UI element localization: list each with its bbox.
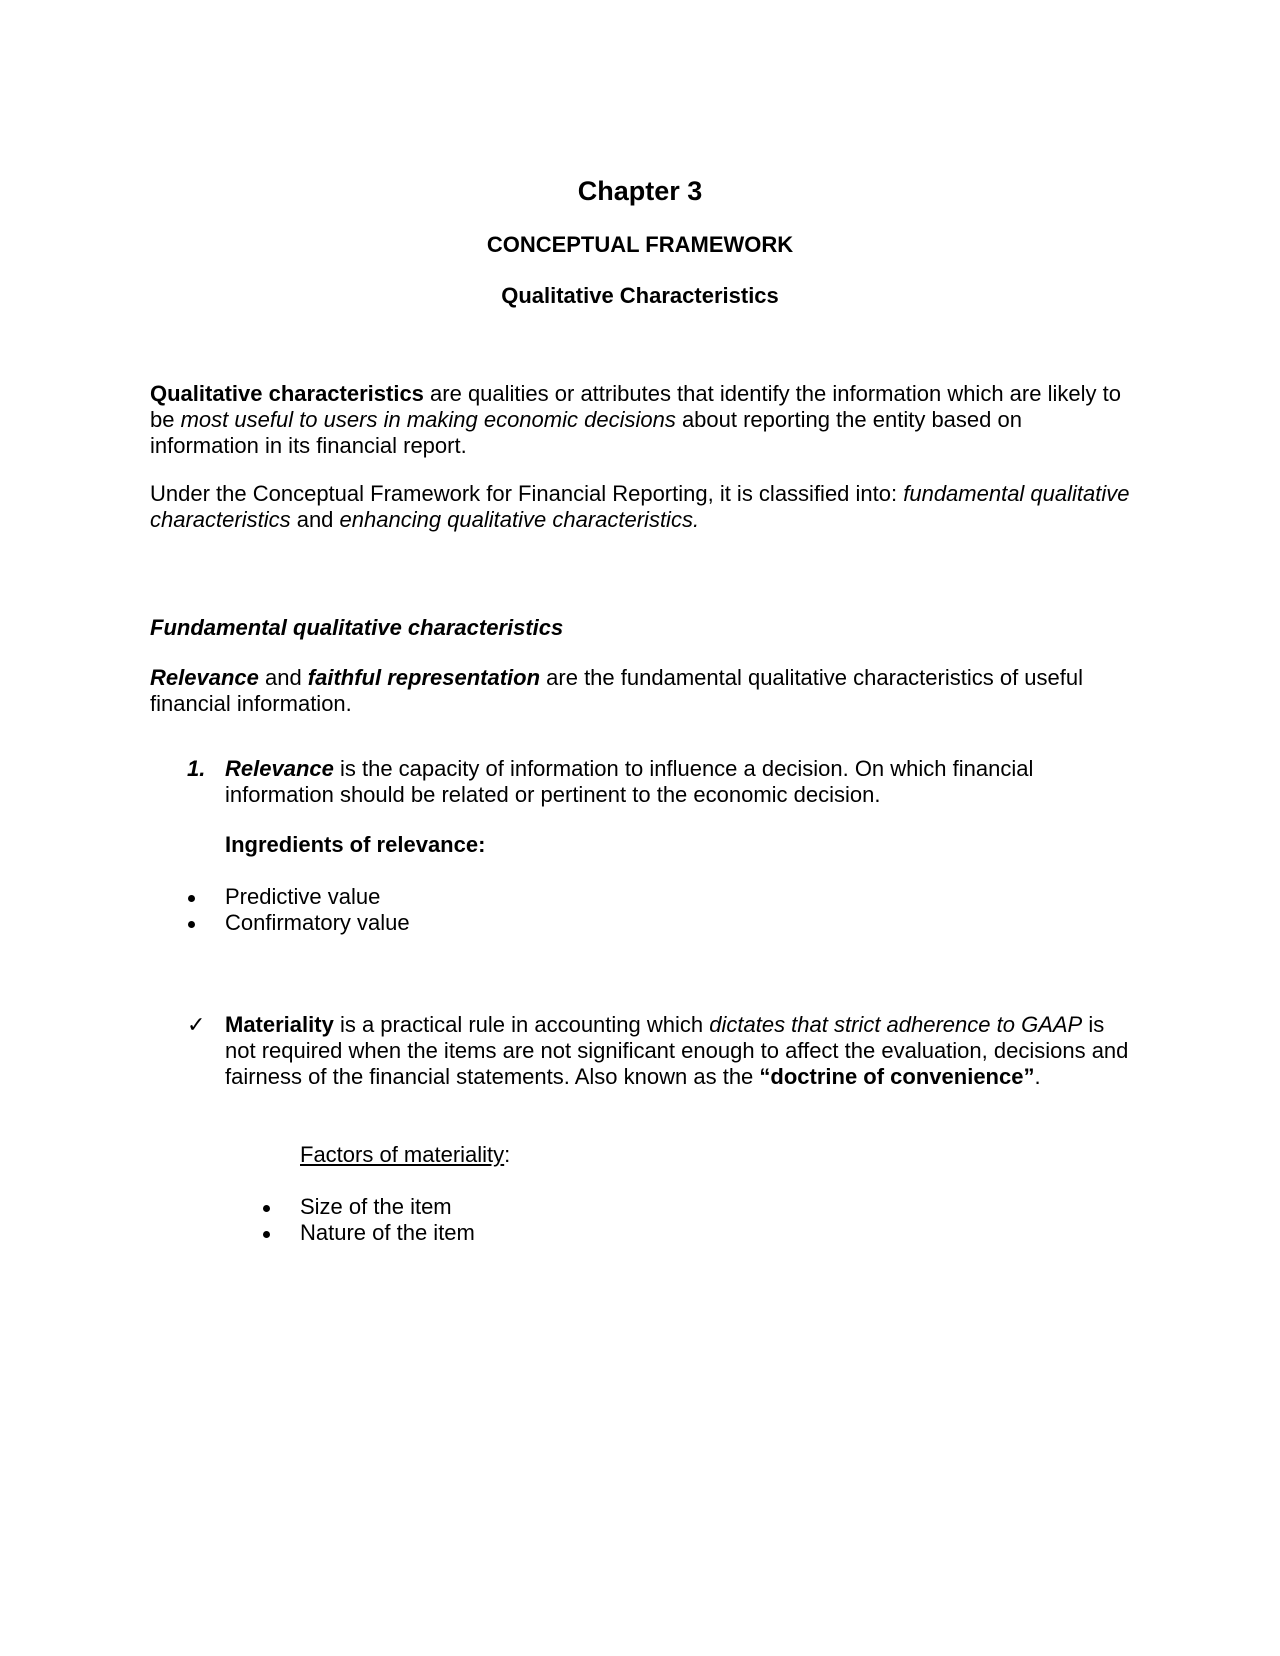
chapter-title: Chapter 3 (577, 176, 703, 206)
intro-emphasis: most useful to users in making economic decisions (180, 407, 676, 432)
fundamental-paragraph (150, 665, 1130, 717)
intro-emphasis: enhancing qualitative characteristics. (339, 507, 700, 532)
list-item: Confirmatory value (225, 910, 410, 935)
intro-text: about reporting the entity based on information in its financial report. (150, 407, 1022, 458)
term-qualitative-characteristics: Qualitative characteristics (150, 381, 424, 406)
materiality-text: is a practical rule in accounting which (333, 1012, 710, 1037)
term-faithful-representation: faithful representation (307, 665, 541, 690)
bullet-icon (263, 1220, 277, 1246)
bullet-icon (263, 1194, 277, 1220)
materiality-text: is not required when the items are not significant enough to affect the evaluation, decisions and fairness of the financial statements. Also known as the (225, 1012, 1129, 1089)
item-number: 1. (187, 756, 206, 781)
list-item: Nature of the item (300, 1220, 475, 1245)
materiality-emphasis: dictates that strict adherence to GAAP (709, 1012, 1083, 1037)
factors-heading (300, 1142, 510, 1168)
intro-paragraph-2 (150, 481, 1130, 533)
bullet-icon (188, 910, 202, 936)
section-heading-fundamental: Fundamental qualitative characteristics (150, 615, 564, 640)
fundamental-text: and (258, 665, 308, 690)
intro-text: and (290, 507, 340, 532)
doctrine-of-convenience: “doctrine of convenience” (759, 1064, 1035, 1089)
relevance-text: is the capacity of information to influence a decision. On which financial information should be related or pertinent to the economic decision. (225, 756, 1034, 807)
factors-heading-text: Factors of materiality (300, 1142, 505, 1167)
list-item: Predictive value (225, 884, 381, 909)
fundamental-text: are the fundamental qualitative characteristics of useful financial information. (150, 665, 1084, 716)
relevance-definition (225, 756, 1130, 808)
term-relevance: Relevance (225, 756, 334, 781)
topic-heading: Qualitative Characteristics (501, 283, 779, 308)
term-materiality: Materiality (225, 1012, 334, 1037)
framework-heading: CONCEPTUAL FRAMEWORK (486, 232, 794, 257)
intro-paragraph-1 (150, 381, 1130, 459)
checkmark-icon: ✓ (187, 1012, 206, 1037)
materiality-definition (225, 1012, 1130, 1090)
intro-emphasis: fundamental qualitative characteristics (150, 481, 1130, 532)
materiality-text: . (1034, 1064, 1041, 1089)
ingredients-heading: Ingredients of relevance: (225, 832, 486, 857)
term-relevance: Relevance (150, 665, 259, 690)
bullet-icon (188, 884, 202, 910)
intro-text: Under the Conceptual Framework for Financial Reporting, it is classified into: (150, 481, 904, 506)
intro-text: are qualities or attributes that identify the information which are likely to be (150, 381, 1121, 432)
list-item: Size of the item (300, 1194, 452, 1219)
factors-heading-colon: : (504, 1142, 511, 1167)
